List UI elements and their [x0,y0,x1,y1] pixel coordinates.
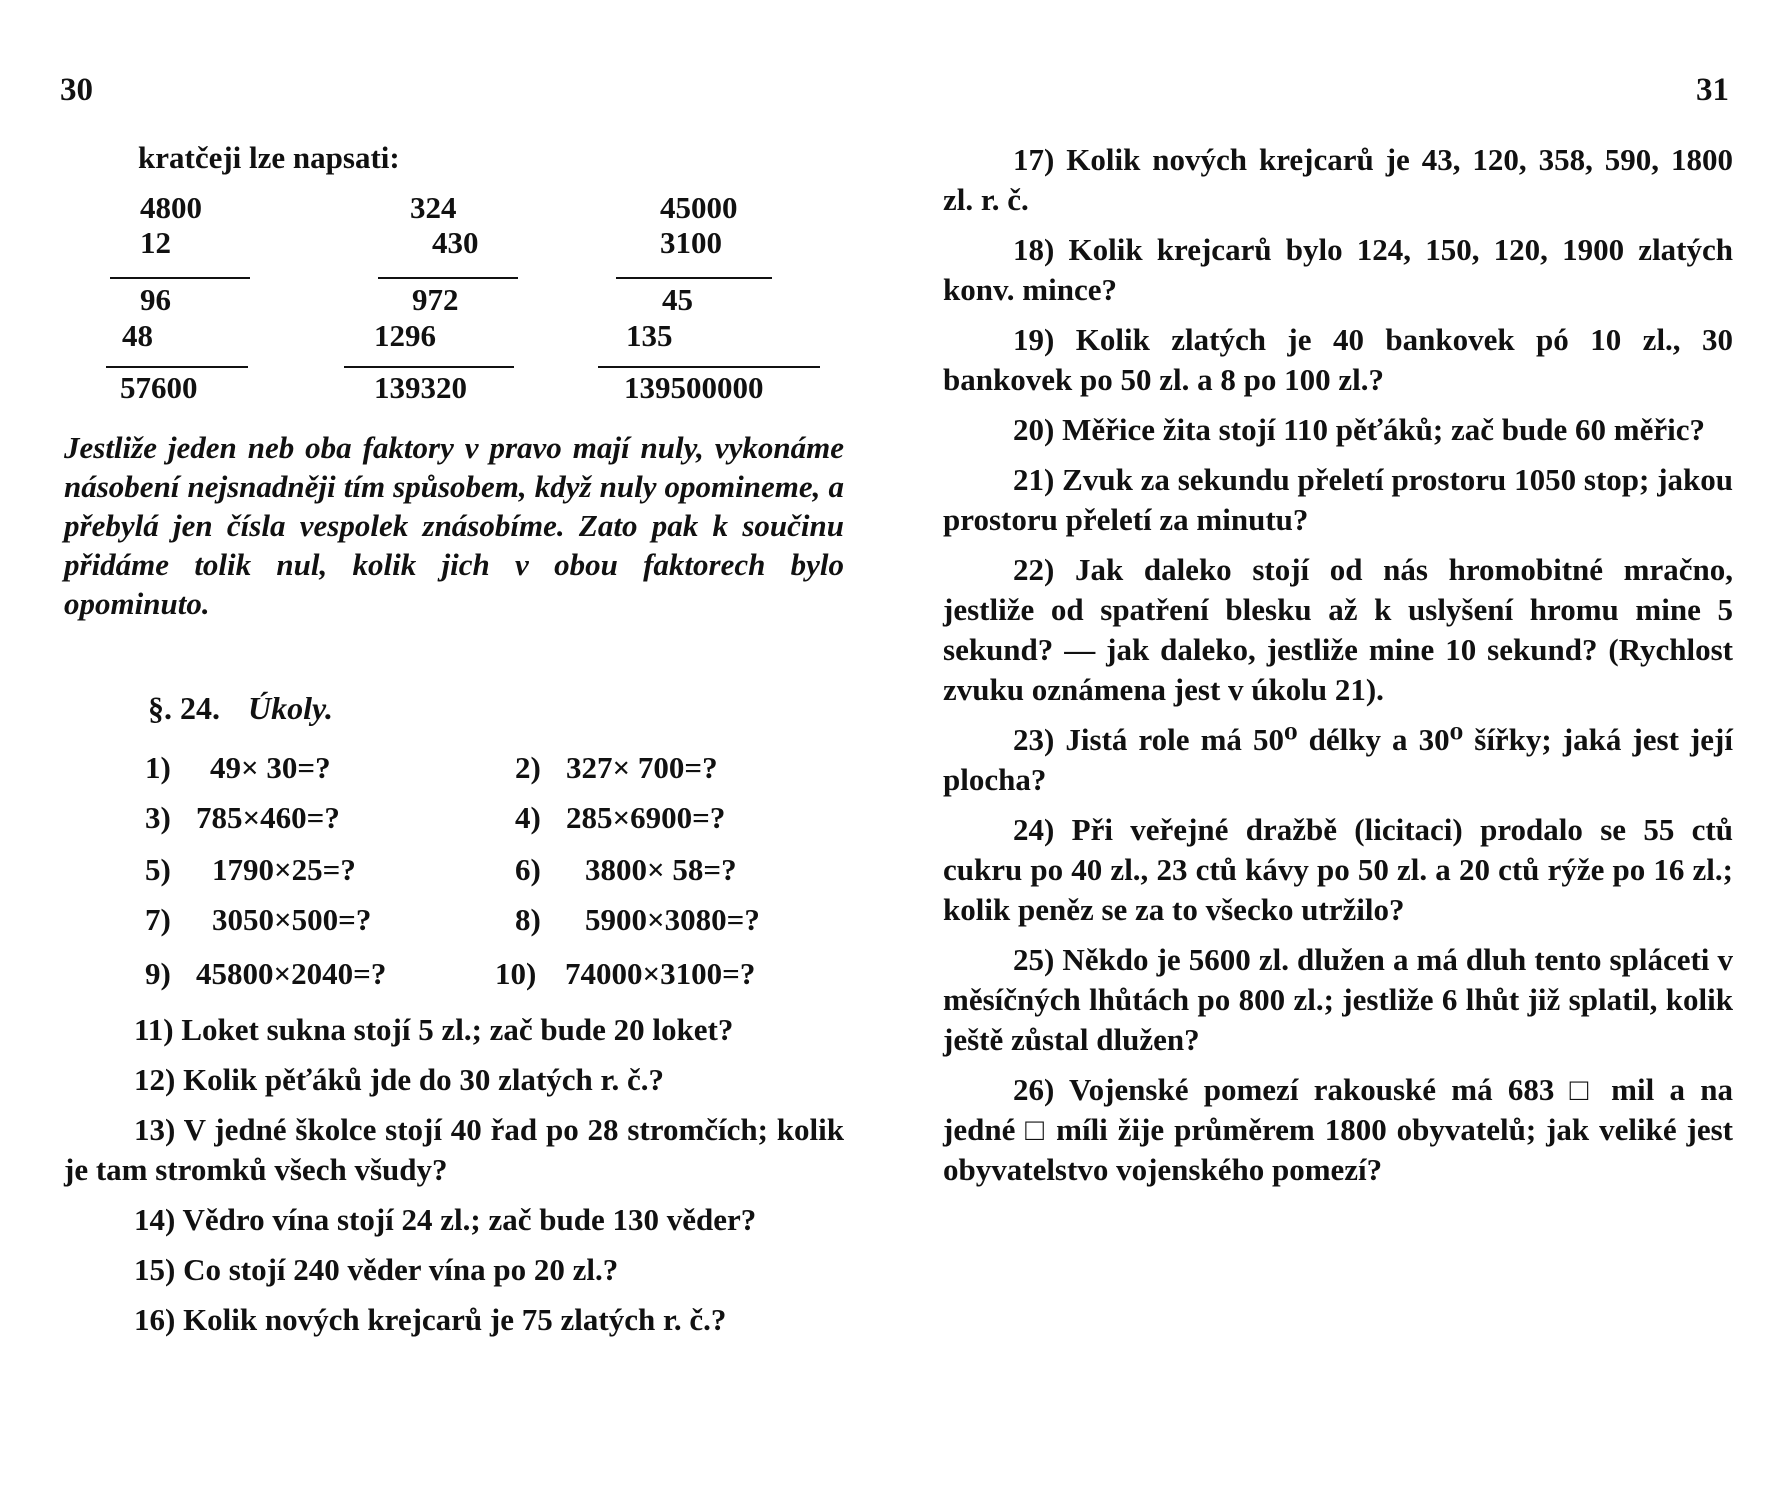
calc-factor: 45000 [660,190,738,225]
calc-factor: 324 [410,190,457,225]
task-label: 9) [145,956,171,991]
task-label: 7) [145,902,171,937]
calc-partial: 45 [662,282,693,317]
calc-result: 139320 [374,370,467,405]
problem-item: 12) Kolik pěťáků jde do 30 zlatých r. č.? [134,1062,664,1097]
lead-text: kratčeji lze napsati: [138,140,400,175]
task-expression: 327× 700=? [566,750,718,785]
problem-list [943,140,1733,1200]
calc-line [598,366,820,368]
problem-item: 18) Kolik krejcarů bylo 124, 150, 120, 1900 zlatých konv. mince? [943,232,1733,307]
calc-partial: 1296 [374,318,436,353]
task-expression: 785×460=? [196,800,340,835]
calc-line [106,366,248,368]
task-expression: 45800×2040=? [196,956,387,991]
calc-partial: 135 [626,318,673,353]
problem-item: 17) Kolik nových krejcarů je 43, 120, 358, 590, 1800 zl. r. č. [943,142,1733,217]
calc-line [378,277,518,279]
page-number: 31 [1696,72,1729,108]
task-label: 10) [495,956,537,991]
task-expression: 49× 30=? [210,750,331,785]
task-expression: 285×6900=? [566,800,726,835]
task-label: 6) [515,852,541,887]
calc-line [344,366,514,368]
task-label: 3) [145,800,171,835]
problem-item: 24) Při veřejné dražbě (licitaci) prodalo se 55 ctů cukru po 40 zl., 23 ctů kávy po 50 zl. a 20 ctů rýže po 16 zl.; kolik peněz se za to všecko utržilo? [943,812,1733,927]
task-expression: 5900×3080=? [585,902,760,937]
calc-factor: 3100 [660,225,722,260]
task-label: 8) [515,902,541,937]
calc-line [110,277,250,279]
problem-item: 21) Zvuk za sekundu přeletí prostoru 1050 stop; jakou prostoru přeletí za minutu? [943,462,1733,537]
problem-item: 26) Vojenské pomezí rakouské má 683 □ mil a na jedné □ míli žije průměrem 1800 obyvatelů; jak veliké jest obyvatelstvo vojenského pomezí? [943,1072,1733,1187]
task-label: 5) [145,852,171,887]
problem-item: 11) Loket sukna stojí 5 zl.; zač bude 20 loket? [134,1012,734,1047]
problem-list [64,1010,844,1350]
task-expression: 3800× 58=? [585,852,737,887]
task-label: 4) [515,800,541,835]
calc-partial: 48 [122,318,153,353]
calc-factor: 4800 [140,190,202,225]
calc-result: 139500000 [624,370,764,405]
task-label: 1) [145,750,171,785]
problem-item: 23) Jistá role má 50⁰ délky a 30⁰ šířky; jaká jest její plocha? [943,722,1733,797]
calc-partial: 96 [140,282,171,317]
section-heading [148,690,333,727]
page-number: 30 [60,72,93,108]
task-expression: 3050×500=? [212,902,372,937]
task-expression: 74000×3100=? [565,956,756,991]
calc-line [616,277,772,279]
calc-factor: 430 [432,225,479,260]
problem-item: 14) Vědro vína stojí 24 zl.; zač bude 130 věder? [134,1202,757,1237]
problem-item: 20) Měřice žita stojí 110 pěťáků; zač bude 60 měřic? [1013,412,1705,447]
calc-partial: 972 [412,282,459,317]
problem-item: 13) V jedné školce stojí 40 řad po 28 stromčích; kolik je tam stromků všech všudy? [64,1112,844,1187]
task-label: 2) [515,750,541,785]
problem-item: 16) Kolik nových krejcarů je 75 zlatých r. č.? [134,1302,727,1337]
right-page [887,0,1774,1500]
section-number: §. 24. [148,690,220,726]
problem-item: 25) Někdo je 5600 zl. dlužen a má dluh tento spláceti v měsíčných lhůtách po 800 zl.; jestliže 6 lhůt již splatil, kolik ještě zůstal dlužen? [943,942,1733,1057]
calc-result: 57600 [120,370,198,405]
problem-item: 22) Jak daleko stojí od nás hromobitné mračno, jestliže od spatření blesku až k uslyšení hromu mine 5 sekund? — jak daleko, jestliže mine 10 sekund? (Rychlost zvuku oznámena jest v úkolu 21). [943,552,1733,707]
problem-item: 19) Kolik zlatých je 40 bankovek pó 10 zl., 30 bankovek po 50 zl. a 8 po 100 zl.? [943,322,1733,397]
task-expression: 1790×25=? [212,852,356,887]
rule-paragraph: Jestliže jeden neb oba faktory v pravo mají nuly, vykonáme násobení nejsnadněji tím spůsobem, když nuly opomineme, a přebylá jen čísla vespolek znásobíme. Zato pak k součinu přidáme tolik nul, kolik jich v obou faktorech bylo opominuto. [64,430,844,621]
problem-item: 15) Co stojí 240 věder vína po 20 zl.? [134,1252,619,1287]
section-title: Úkoly. [248,690,334,726]
calc-factor: 12 [140,225,171,260]
